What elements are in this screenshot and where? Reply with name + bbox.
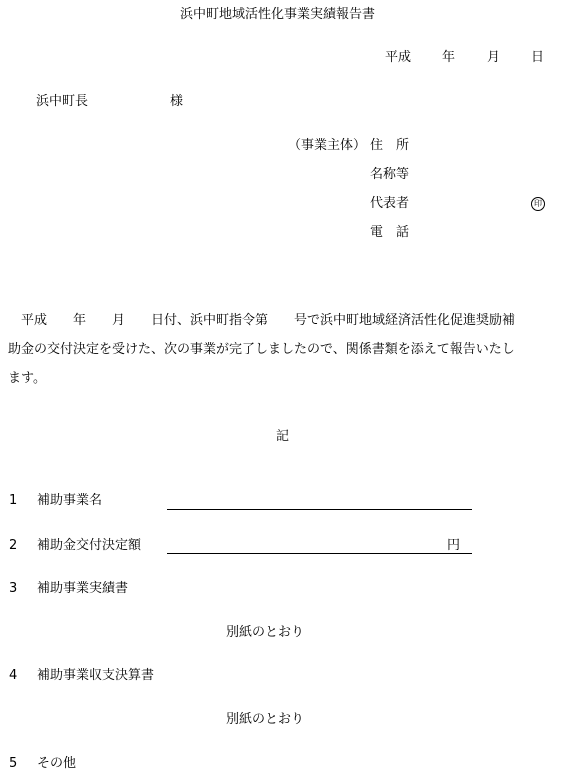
item-note: 別紙のとおり <box>226 712 305 727</box>
item-label: 補助事業実績書 <box>37 581 129 596</box>
date-day-unit: 日 <box>531 50 545 65</box>
document-title: 浜中町地域活性化事業実績報告書 <box>179 7 375 22</box>
yen-unit: 円 <box>447 538 461 553</box>
project-name-underline <box>167 509 472 510</box>
item-number: 4 <box>9 668 18 683</box>
item-label: その他 <box>37 756 77 771</box>
ki-heading: 記 <box>276 429 290 444</box>
item-number: 5 <box>9 756 18 771</box>
applicant-name-label: 名称等 <box>370 167 410 182</box>
applicant-representative-label: 代表者 <box>370 196 410 211</box>
seal-mark: 印 <box>531 197 545 211</box>
body-text-line-1: 平成 年 月 日付、浜中町指令第 号で浜中町地域経済活性化促進奨励補 <box>8 313 516 328</box>
applicant-phone-label: 電 話 <box>370 225 410 240</box>
item-number: 3 <box>9 581 18 596</box>
grant-amount-underline <box>167 553 472 554</box>
date-era: 平成 <box>385 50 412 65</box>
applicant-address-label: 住 所 <box>370 138 410 153</box>
date-month-unit: 月 <box>487 50 501 65</box>
item-note: 別紙のとおり <box>226 625 305 640</box>
addressee-name: 浜中町長 <box>36 94 89 109</box>
item-number: 2 <box>9 538 18 553</box>
item-label: 補助事業名 <box>37 493 103 508</box>
body-text-line-2: 助金の交付決定を受けた、次の事業が完了しましたので、関係書類を添えて報告いたし <box>8 342 515 357</box>
item-number: 1 <box>9 493 18 508</box>
date-year-unit: 年 <box>442 50 456 65</box>
body-text-line-3: ます。 <box>8 371 46 386</box>
item-label: 補助事業収支決算書 <box>37 668 155 683</box>
applicant-label: （事業主体） <box>288 138 367 153</box>
item-label: 補助金交付決定額 <box>37 538 142 553</box>
addressee-honorific: 様 <box>170 94 184 109</box>
